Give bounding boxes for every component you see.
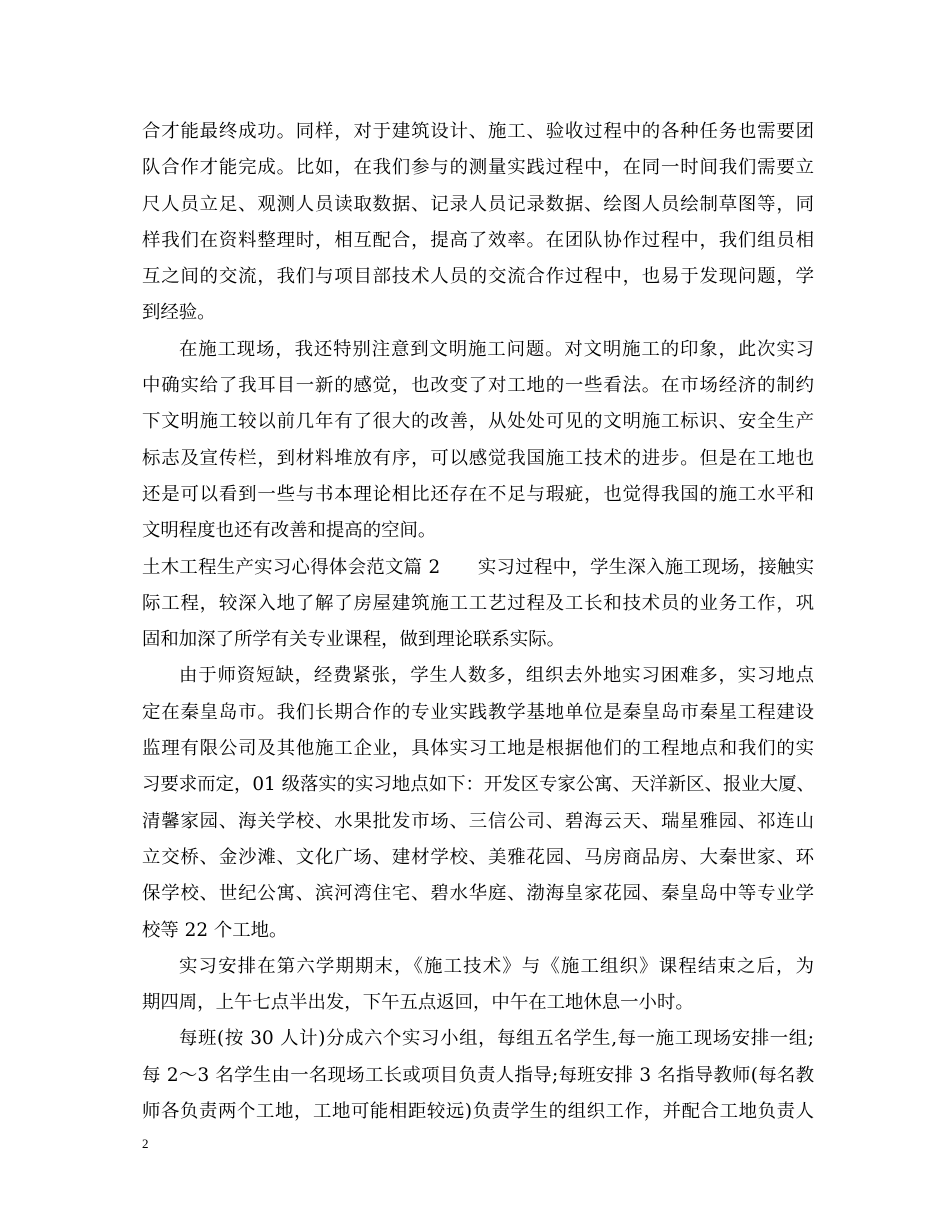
text-line: 队合作才能完成。比如，在我们参与的测量实践过程中，在同一时间我们需要立 bbox=[142, 157, 814, 179]
text-line: 在施工现场，我还特别注意到文明施工问题。对文明施工的印象，此次实习 bbox=[179, 338, 814, 360]
text-line: 下文明施工较以前几年有了很大的改善，从处处可见的文明施工标识、安全生产 bbox=[142, 411, 814, 433]
paragraph bbox=[142, 949, 814, 1022]
text-line: 监理有限公司及其他施工企业，具体实习工地是根据他们的工程地点和我们的实 bbox=[142, 738, 814, 760]
text-line: 清馨家园、海关学校、水果批发市场、三信公司、碧海云天、瑞星雅园、祁连山 bbox=[142, 810, 814, 832]
text-line: 习要求而定，01 级落实的实习地点如下：开发区专家公寓、天洋新区、报业大厦、 bbox=[142, 774, 815, 796]
paragraph bbox=[142, 114, 814, 332]
text-line: 由于师资短缺，经费紧张，学生人数多，组织去外地实习困难多，实习地点 bbox=[179, 665, 814, 687]
paragraph bbox=[142, 332, 814, 550]
text-line: 每班(按 30 人计)分成六个实习小组，每组五名学生,每一施工现场安排一组; bbox=[179, 1028, 814, 1050]
text-line: 标志及宣传栏，到材料堆放有序，可以感觉我国施工技术的进步。但是在工地也 bbox=[142, 447, 814, 469]
text-line: 每 2～3 名学生由一名现场工长或项目负责人指导;每班安排 3 名指导教师(每名教 bbox=[142, 1064, 814, 1086]
text-line: 中确实给了我耳目一新的感觉，也改变了对工地的一些看法。在市场经济的制约 bbox=[142, 375, 814, 397]
text-line: 保学校、世纪公寓、滨河湾住宅、碧水华庭、渤海皇家花园、秦皇岛中等专业学 bbox=[142, 883, 814, 905]
text-line: 定在秦皇岛市。我们长期合作的专业实践教学基地单位是秦皇岛市秦星工程建设 bbox=[142, 701, 814, 723]
text-line: 还是可以看到一些与书本理论相比还存在不足与瑕疵，也觉得我国的施工水平和 bbox=[142, 483, 814, 505]
text-line: 师各负责两个工地，工地可能相距较远)负责学生的组织工作，并配合工地负责人 bbox=[142, 1101, 814, 1123]
text-line: 固和加深了所学有关专业课程，做到理论联系实际。 bbox=[142, 629, 565, 651]
text-line: 互之间的交流，我们与项目部技术人员的交流合作过程中，也易于发现问题，学 bbox=[142, 266, 814, 288]
text-line: 际工程，较深入地了解了房屋建筑施工工艺过程及工长和技术员的业务工作，巩 bbox=[142, 592, 814, 614]
text-line: 到经验。 bbox=[142, 302, 216, 324]
text-line: 期四周，上午七点半出发，下午五点返回，中午在工地休息一小时。 bbox=[142, 992, 694, 1014]
page-number: 2 bbox=[142, 1136, 149, 1151]
text-line: 立交桥、金沙滩、文化广场、建材学校、美雅花园、马房商品房、大秦世家、环 bbox=[142, 846, 814, 868]
paragraph bbox=[142, 1021, 814, 1130]
text-line: 合才能最终成功。同样，对于建筑设计、施工、验收过程中的各种任务也需要团 bbox=[142, 121, 814, 142]
paragraph bbox=[142, 550, 814, 659]
text-line: 土木工程生产实习心得体会范文篇 2 实习过程中，学生深入施工现场，接触实 bbox=[142, 556, 814, 578]
document-body bbox=[142, 114, 814, 1130]
text-line: 尺人员立足、观测人员读取数据、记录人员记录数据、绘图人员绘制草图等，同 bbox=[142, 193, 814, 215]
paragraph bbox=[142, 658, 814, 948]
text-line: 实习安排在第六学期期末，《施工技术》与《施工组织》课程结束之后，为 bbox=[179, 955, 814, 977]
text-line: 样我们在资料整理时，相互配合，提高了效率。在团队协作过程中，我们组员相 bbox=[142, 229, 814, 251]
text-line: 校等 22 个工地。 bbox=[142, 919, 288, 941]
text-line: 文明程度也还有改善和提高的空间。 bbox=[142, 520, 437, 542]
